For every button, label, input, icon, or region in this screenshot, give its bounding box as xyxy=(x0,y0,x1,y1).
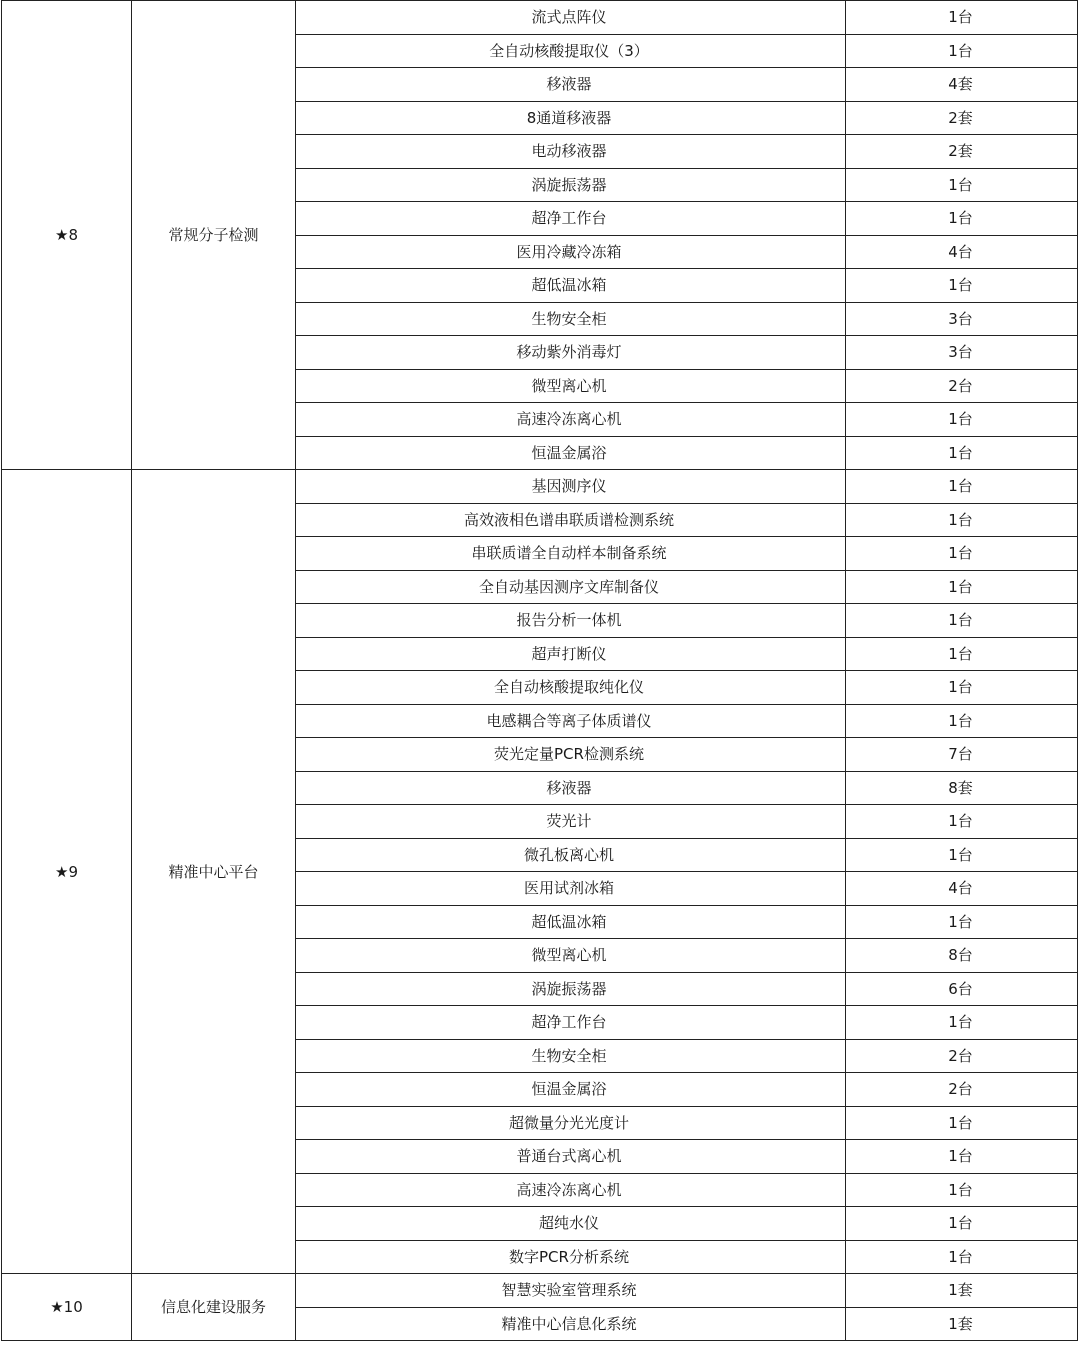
equipment-quantity-cell: 4台 xyxy=(846,235,1078,269)
table-row xyxy=(2,1,1078,35)
equipment-quantity-cell: 1台 xyxy=(846,671,1078,705)
equipment-quantity-cell: 1台 xyxy=(846,470,1078,504)
equipment-name-cell: 超净工作台 xyxy=(296,1006,846,1040)
table-row xyxy=(2,470,1078,504)
group-number-cell: ★9 xyxy=(2,470,132,1274)
equipment-quantity-cell: 1台 xyxy=(846,436,1078,470)
table-row xyxy=(2,1274,1078,1308)
equipment-quantity-cell: 1台 xyxy=(846,1173,1078,1207)
equipment-quantity-cell: 2台 xyxy=(846,369,1078,403)
equipment-name-cell: 超低温冰箱 xyxy=(296,269,846,303)
equipment-name-cell: 医用试剂冰箱 xyxy=(296,872,846,906)
equipment-quantity-cell: 2套 xyxy=(846,101,1078,135)
equipment-quantity-cell: 8台 xyxy=(846,939,1078,973)
equipment-quantity-cell: 1台 xyxy=(846,1207,1078,1241)
equipment-quantity-cell: 1台 xyxy=(846,1006,1078,1040)
equipment-table xyxy=(1,0,1078,1341)
equipment-quantity-cell: 3台 xyxy=(846,336,1078,370)
equipment-name-cell: 串联质谱全自动样本制备系统 xyxy=(296,537,846,571)
equipment-quantity-cell: 2套 xyxy=(846,135,1078,169)
equipment-name-cell: 微孔板离心机 xyxy=(296,838,846,872)
equipment-name-cell: 高效液相色谱串联质谱检测系统 xyxy=(296,503,846,537)
equipment-name-cell: 移动紫外消毒灯 xyxy=(296,336,846,370)
equipment-quantity-cell: 1台 xyxy=(846,34,1078,68)
equipment-name-cell: 电动移液器 xyxy=(296,135,846,169)
equipment-name-cell: 微型离心机 xyxy=(296,369,846,403)
group-category-cell: 精准中心平台 xyxy=(132,470,296,1274)
equipment-name-cell: 超净工作台 xyxy=(296,202,846,236)
equipment-name-cell: 生物安全柜 xyxy=(296,1039,846,1073)
equipment-name-cell: 移液器 xyxy=(296,68,846,102)
equipment-quantity-cell: 1台 xyxy=(846,604,1078,638)
equipment-quantity-cell: 4套 xyxy=(846,68,1078,102)
equipment-name-cell: 全自动基因测序文库制备仪 xyxy=(296,570,846,604)
equipment-quantity-cell: 6台 xyxy=(846,972,1078,1006)
group-category-cell: 信息化建设服务 xyxy=(132,1274,296,1341)
equipment-name-cell: 恒温金属浴 xyxy=(296,436,846,470)
equipment-quantity-cell: 2台 xyxy=(846,1039,1078,1073)
equipment-name-cell: 荧光计 xyxy=(296,805,846,839)
equipment-name-cell: 恒温金属浴 xyxy=(296,1073,846,1107)
equipment-quantity-cell: 1台 xyxy=(846,1,1078,35)
equipment-quantity-cell: 1台 xyxy=(846,168,1078,202)
equipment-quantity-cell: 1台 xyxy=(846,570,1078,604)
equipment-name-cell: 涡旋振荡器 xyxy=(296,972,846,1006)
equipment-name-cell: 电感耦合等离子体质谱仪 xyxy=(296,704,846,738)
equipment-quantity-cell: 1台 xyxy=(846,637,1078,671)
equipment-quantity-cell: 8套 xyxy=(846,771,1078,805)
equipment-name-cell: 数字PCR分析系统 xyxy=(296,1240,846,1274)
equipment-quantity-cell: 1台 xyxy=(846,537,1078,571)
equipment-name-cell: 超纯水仪 xyxy=(296,1207,846,1241)
equipment-quantity-cell: 1台 xyxy=(846,704,1078,738)
equipment-name-cell: 智慧实验室管理系统 xyxy=(296,1274,846,1308)
equipment-name-cell: 微型离心机 xyxy=(296,939,846,973)
equipment-quantity-cell: 1套 xyxy=(846,1307,1078,1341)
equipment-quantity-cell: 1台 xyxy=(846,1106,1078,1140)
equipment-quantity-cell: 1套 xyxy=(846,1274,1078,1308)
equipment-name-cell: 高速冷冻离心机 xyxy=(296,403,846,437)
equipment-quantity-cell: 2台 xyxy=(846,1073,1078,1107)
equipment-quantity-cell: 1台 xyxy=(846,1140,1078,1174)
equipment-name-cell: 流式点阵仪 xyxy=(296,1,846,35)
equipment-name-cell: 超声打断仪 xyxy=(296,637,846,671)
equipment-name-cell: 普通台式离心机 xyxy=(296,1140,846,1174)
group-number-cell: ★10 xyxy=(2,1274,132,1341)
equipment-name-cell: 精准中心信息化系统 xyxy=(296,1307,846,1341)
equipment-quantity-cell: 1台 xyxy=(846,202,1078,236)
equipment-quantity-cell: 1台 xyxy=(846,403,1078,437)
equipment-quantity-cell: 1台 xyxy=(846,503,1078,537)
equipment-quantity-cell: 1台 xyxy=(846,269,1078,303)
equipment-name-cell: 8通道移液器 xyxy=(296,101,846,135)
equipment-name-cell: 全自动核酸提取仪（3） xyxy=(296,34,846,68)
equipment-name-cell: 超低温冰箱 xyxy=(296,905,846,939)
equipment-quantity-cell: 1台 xyxy=(846,905,1078,939)
equipment-name-cell: 荧光定量PCR检测系统 xyxy=(296,738,846,772)
group-number-cell: ★8 xyxy=(2,1,132,470)
equipment-name-cell: 全自动核酸提取纯化仪 xyxy=(296,671,846,705)
equipment-name-cell: 生物安全柜 xyxy=(296,302,846,336)
equipment-quantity-cell: 1台 xyxy=(846,838,1078,872)
equipment-quantity-cell: 1台 xyxy=(846,805,1078,839)
equipment-name-cell: 超微量分光光度计 xyxy=(296,1106,846,1140)
equipment-name-cell: 高速冷冻离心机 xyxy=(296,1173,846,1207)
equipment-name-cell: 移液器 xyxy=(296,771,846,805)
equipment-name-cell: 报告分析一体机 xyxy=(296,604,846,638)
equipment-name-cell: 基因测序仪 xyxy=(296,470,846,504)
equipment-name-cell: 涡旋振荡器 xyxy=(296,168,846,202)
equipment-quantity-cell: 4台 xyxy=(846,872,1078,906)
group-category-cell: 常规分子检测 xyxy=(132,1,296,470)
equipment-quantity-cell: 1台 xyxy=(846,1240,1078,1274)
equipment-table-body xyxy=(2,1,1078,1341)
equipment-quantity-cell: 3台 xyxy=(846,302,1078,336)
equipment-quantity-cell: 7台 xyxy=(846,738,1078,772)
equipment-name-cell: 医用冷藏冷冻箱 xyxy=(296,235,846,269)
